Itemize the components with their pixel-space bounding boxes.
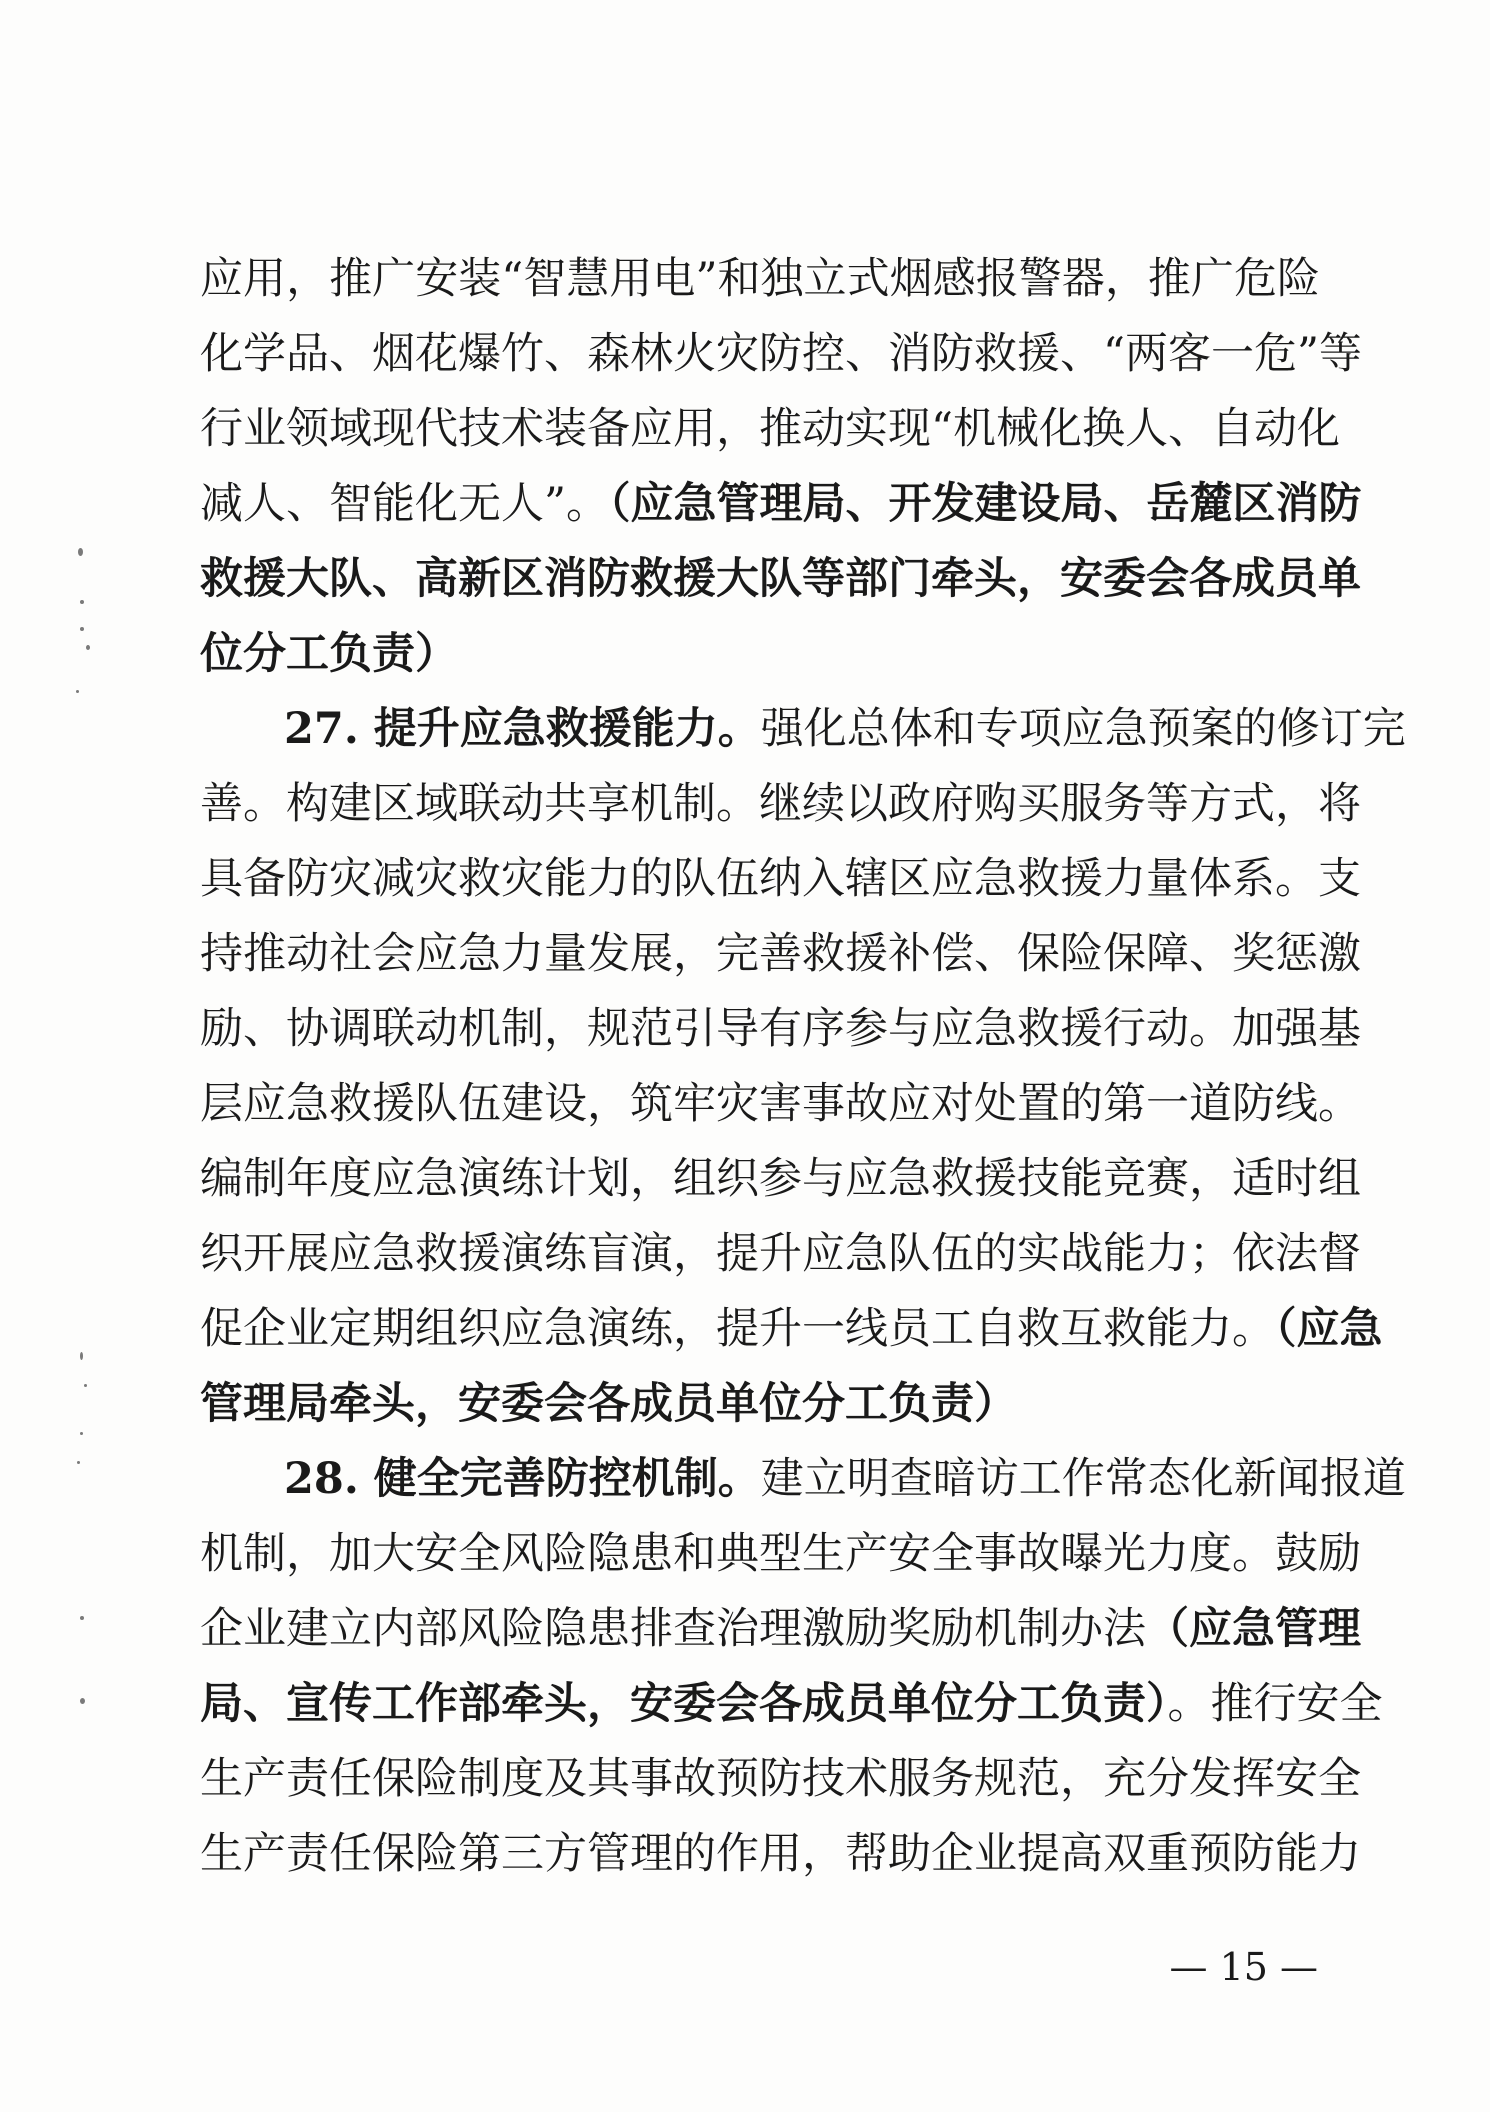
bold-text-segment: 局、宣传工作部牵头，安委会各成员单位分工负责） xyxy=(200,1679,1168,1729)
text-line xyxy=(200,1592,1361,1667)
bold-text-segment: 位分工负责） xyxy=(200,629,458,679)
text-segment: 建立明查暗访工作常态化新闻报道 xyxy=(760,1454,1406,1504)
bold-text-segment: 27. 提升应急救援能力。 xyxy=(284,704,761,754)
text-segment: 善。构建区域联动共享机制。继续以政府购买服务等方式，将 xyxy=(200,779,1361,829)
text-line xyxy=(200,1292,1383,1367)
text-line xyxy=(200,1367,1320,1442)
bold-text-segment: （应急管理 xyxy=(1146,1604,1361,1654)
text-line xyxy=(200,467,1362,542)
bold-text-segment: （应急 xyxy=(1275,1304,1383,1354)
text-line xyxy=(200,842,1361,917)
text-line xyxy=(200,542,1361,617)
text-segment: 具备防灾减灾救灾能力的队伍纳入辖区应急救援力量体系。支 xyxy=(200,854,1361,904)
text-segment: 促企业定期组织应急演练，提升一线员工自救互救能力。 xyxy=(200,1304,1275,1354)
text-segment: 强化总体和专项应急预案的修订完 xyxy=(760,704,1406,754)
text-segment: 持推动社会应急力量发展，完善救援补偿、保险保障、奖惩激 xyxy=(200,929,1361,979)
text-line xyxy=(200,242,1320,317)
text-segment: 企业建立内部风险隐患排查治理激励奖励机制办法 xyxy=(200,1604,1146,1654)
text-line xyxy=(200,1517,1361,1592)
text-line xyxy=(200,992,1361,1067)
text-segment: 励、协调联动机制，规范引导有序参与应急救援行动。加强基 xyxy=(200,1004,1361,1054)
document-body xyxy=(200,242,1406,1892)
text-line xyxy=(200,1217,1361,1292)
text-line xyxy=(200,1667,1383,1742)
text-line xyxy=(200,1142,1361,1217)
text-segment: 生产责任保险制度及其事故预防技术服务规范，充分发挥安全 xyxy=(200,1754,1361,1804)
text-line xyxy=(200,692,1406,767)
text-line xyxy=(200,1817,1361,1892)
text-segment: 编制年度应急演练计划，组织参与应急救援技能竞赛，适时组 xyxy=(200,1154,1361,1204)
text-segment: 应用，推广安装“智慧用电”和独立式烟感报警器，推广危险 xyxy=(200,254,1320,304)
text-segment: 行业领域现代技术装备应用，推动实现“机械化换人、自动化 xyxy=(200,404,1340,454)
bold-text-segment: 管理局牵头，安委会各成员单位分工负责） xyxy=(200,1379,1017,1429)
text-segment: 层应急救援队伍建设，筑牢灾害事故应对处置的第一道防线。 xyxy=(200,1079,1361,1129)
page-number: — 15 — xyxy=(1169,1945,1318,1989)
text-line xyxy=(200,1067,1361,1142)
text-line xyxy=(200,767,1361,842)
text-line xyxy=(200,392,1340,467)
bold-text-segment: （应急管理局、开发建设局、岳麓区消防 xyxy=(608,479,1362,529)
text-segment: 。推行安全 xyxy=(1167,1679,1383,1729)
text-segment: 织开展应急救援演练盲演，提升应急队伍的实战能力；依法督 xyxy=(200,1229,1361,1279)
text-line xyxy=(200,1442,1406,1517)
text-segment: 化学品、烟花爆竹、森林火灾防控、消防救援、“两客一危”等 xyxy=(200,329,1362,379)
bold-text-segment: 28. 健全完善防控机制。 xyxy=(284,1454,761,1504)
text-segment: 减人、智能化无人”。 xyxy=(200,479,609,529)
text-segment: 机制，加大安全风险隐患和典型生产安全事故曝光力度。鼓励 xyxy=(200,1529,1361,1579)
text-line xyxy=(200,317,1362,392)
text-line xyxy=(200,917,1361,992)
text-line xyxy=(200,617,1320,692)
bold-text-segment: 救援大队、高新区消防救援大队等部门牵头，安委会各成员单 xyxy=(200,554,1361,604)
text-line xyxy=(200,1742,1361,1817)
text-segment: 生产责任保险第三方管理的作用，帮助企业提高双重预防能力 xyxy=(200,1829,1361,1879)
